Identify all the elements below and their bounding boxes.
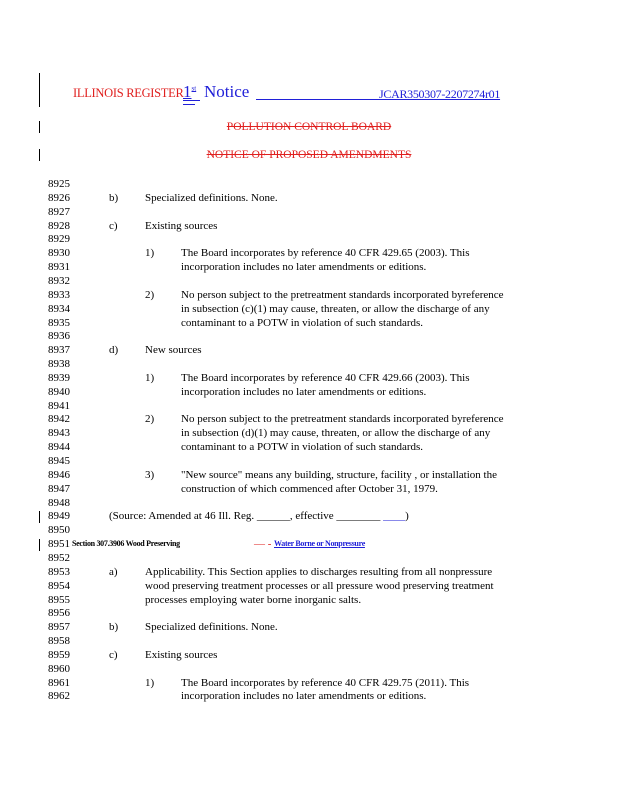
change-bar <box>39 539 40 551</box>
document-line <box>48 191 278 205</box>
document-line <box>48 205 88 219</box>
item-text: in subsection (d)(1) may cause, threaten, or allow the discharge of any <box>181 427 491 440</box>
item-label: 2) <box>145 288 155 301</box>
line-number: 8953 <box>48 565 70 578</box>
item-label: a) <box>109 565 118 578</box>
line-number: 8949 <box>48 510 70 523</box>
item-label: b) <box>109 191 119 204</box>
header-rule <box>256 99 379 100</box>
line-number: 8941 <box>48 399 70 412</box>
document-line <box>48 676 470 690</box>
item-label: 2) <box>145 413 155 426</box>
item-text: contaminant to a POTW in violation of such standards. <box>181 441 424 454</box>
item-text: wood preserving treatment processes or all pressure wood preserving treatment <box>145 579 494 592</box>
item-text: The Board incorporates by reference 40 CFR 429.65 (2003). This <box>181 247 470 260</box>
line-number: 8926 <box>48 191 70 204</box>
board-title: POLLUTION CONTROL BOARD <box>226 121 392 133</box>
document-line <box>48 537 365 551</box>
line-number: 8960 <box>48 662 70 675</box>
line-number: 8945 <box>48 455 70 467</box>
line-number: 8931 <box>48 261 70 274</box>
section-dash: — - <box>254 538 272 551</box>
notice-title: NOTICE OF PROPOSED AMENDMENTS <box>206 149 412 161</box>
document-line <box>48 426 491 440</box>
document-line <box>48 371 470 385</box>
line-number: 8962 <box>48 690 70 703</box>
document-line <box>48 606 88 620</box>
document-line <box>48 579 494 593</box>
line-number: 8927 <box>48 205 70 218</box>
item-text: incorporation includes no later amendments or editions. <box>181 261 427 274</box>
document-line <box>48 385 427 399</box>
document-line <box>48 316 424 330</box>
line-number: 8930 <box>48 247 70 260</box>
document-line <box>48 246 470 260</box>
line-number: 8954 <box>48 579 70 592</box>
document-line <box>48 232 88 246</box>
document-line <box>48 620 278 634</box>
document-line <box>48 357 88 371</box>
line-number: 8955 <box>48 593 70 606</box>
section-title: Water Borne or Nonpressure <box>274 539 365 549</box>
header-rule <box>183 104 195 105</box>
line-number: 8951 <box>48 538 70 551</box>
line-number: 8939 <box>48 371 70 384</box>
item-text: "New source" means any building, structure, facility , or installation the <box>181 468 497 481</box>
notice-label: Notice <box>204 82 250 101</box>
line-number: 8961 <box>48 676 70 689</box>
document-line <box>48 593 362 607</box>
item-text: in subsection (c)(1) may cause, threaten, or allow the discharge of any <box>181 302 490 315</box>
item-text: Existing sources <box>145 219 218 232</box>
line-number: 8952 <box>48 552 70 564</box>
line-number: 8958 <box>48 635 70 647</box>
document-line <box>48 274 88 288</box>
item-text: Applicability. This Section applies to discharges resulting from all nonpressure <box>145 565 493 578</box>
line-number: 8942 <box>48 413 70 426</box>
document-line <box>48 509 409 523</box>
line-number: 8934 <box>48 302 70 315</box>
line-number: 8947 <box>48 482 70 495</box>
item-label: 3) <box>145 468 155 481</box>
item-text: No person subject to the pretreatment standards incorporated byreference <box>181 288 504 301</box>
header-rule <box>183 100 200 101</box>
item-text: The Board incorporates by reference 40 CFR 429.66 (2003). This <box>181 371 470 384</box>
document-line <box>48 523 88 537</box>
line-number: 8940 <box>48 385 70 398</box>
document-line <box>48 302 490 316</box>
line-number: 8929 <box>48 233 70 246</box>
line-number: 8933 <box>48 288 70 301</box>
line-number: 8950 <box>48 524 70 537</box>
item-label: b) <box>109 621 119 634</box>
document-line <box>48 648 218 662</box>
item-text: The Board incorporates by reference 40 CFR 429.75 (2011). This <box>181 676 470 689</box>
line-number: 8928 <box>48 219 70 232</box>
document-line <box>48 329 88 343</box>
item-text: Existing sources <box>145 648 218 661</box>
line-number: 8932 <box>48 274 70 287</box>
page-number: 1st <box>183 82 197 101</box>
item-text: New sources <box>145 344 202 357</box>
change-bar <box>39 511 40 523</box>
item-label: 1) <box>145 371 155 384</box>
jcar-code: JCAR350307-2207274r01 <box>379 87 501 101</box>
source-note: (Source: Amended at 46 Ill. Reg. ______, effective ________ ____) <box>109 510 409 523</box>
item-text: Specialized definitions. None. <box>145 191 278 204</box>
line-number: 8956 <box>48 607 70 620</box>
item-text: processes employing water borne inorganic salts. <box>145 593 362 606</box>
document-line <box>48 288 504 302</box>
item-text: incorporation includes no later amendments or editions. <box>181 690 427 703</box>
item-label: c) <box>109 219 118 232</box>
document-line <box>48 496 88 510</box>
line-number: 8946 <box>48 468 70 481</box>
register-name: ILLINOIS REGISTER <box>73 86 184 100</box>
document-line <box>48 662 88 676</box>
item-text: contaminant to a POTW in violation of such standards. <box>181 316 424 329</box>
document-line <box>48 260 427 274</box>
document-line <box>48 468 497 482</box>
section-heading: Section 307.3906 Wood Preserving <box>72 539 180 549</box>
line-number: 8935 <box>48 316 70 329</box>
line-number: 8936 <box>48 330 70 343</box>
line-number: 8959 <box>48 648 70 661</box>
document-line <box>48 454 88 468</box>
item-text: construction of which commenced after October 31, 1979. <box>181 482 438 495</box>
document-line <box>48 634 88 648</box>
item-text: No person subject to the pretreatment standards incorporated byreference <box>181 413 504 426</box>
line-number: 8944 <box>48 441 70 454</box>
item-text: Specialized definitions. None. <box>145 621 278 634</box>
line-number: 8957 <box>48 621 70 634</box>
item-label: c) <box>109 648 118 661</box>
document-line <box>48 412 504 426</box>
line-number: 8948 <box>48 496 70 509</box>
document-line <box>48 399 88 413</box>
item-label: 1) <box>145 247 155 260</box>
line-number: 8925 <box>48 178 70 190</box>
document-line <box>48 482 438 496</box>
item-text: incorporation includes no later amendments or editions. <box>181 385 427 398</box>
document-line <box>48 343 202 357</box>
document-line <box>48 219 218 233</box>
change-bar <box>39 73 40 107</box>
line-number: 8938 <box>48 358 70 370</box>
line-number: 8943 <box>48 427 70 440</box>
document-line <box>48 565 493 579</box>
document-line <box>48 551 88 565</box>
line-number: 8937 <box>48 344 70 357</box>
document-line <box>48 177 88 191</box>
document-line <box>48 440 424 454</box>
item-label: 1) <box>145 676 155 689</box>
item-label: d) <box>109 344 119 357</box>
document-line <box>48 689 427 703</box>
